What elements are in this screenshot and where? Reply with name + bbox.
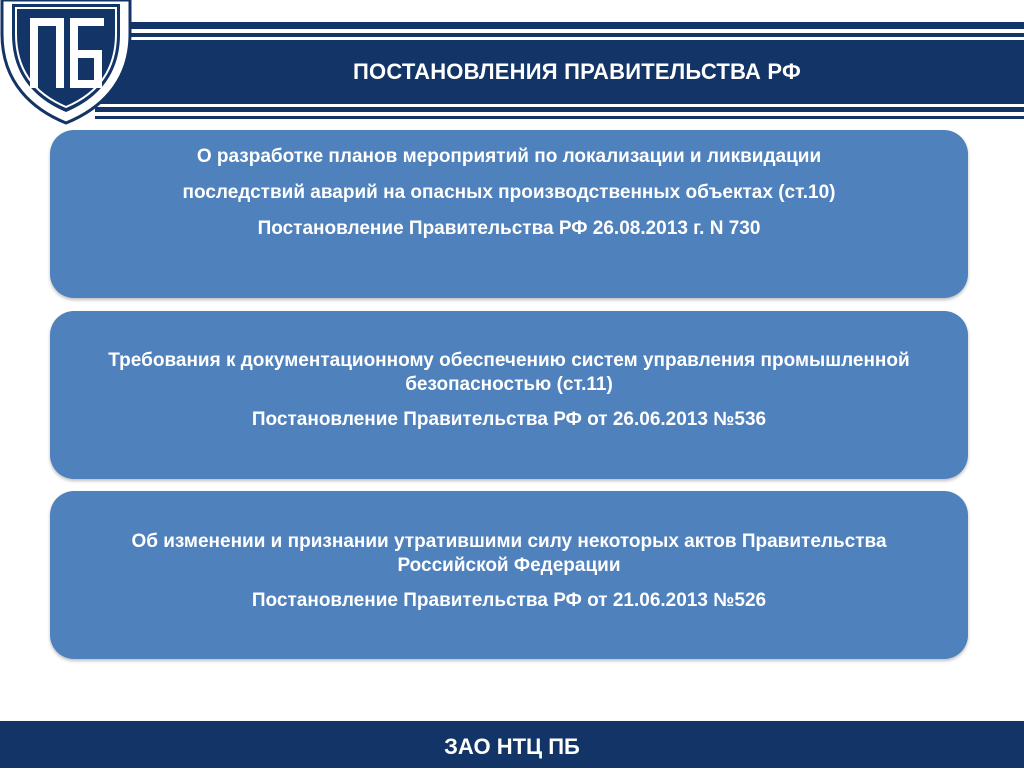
card-line: О разработке планов мероприятий по локализации и ликвидации	[196, 146, 822, 167]
decree-reference: Постановление Правительства РФ 26.08.2013 г. N 730	[257, 218, 761, 239]
pb-shield-logo	[0, 0, 132, 125]
decree-reference: Постановление Правительства РФ от 21.06.2013 №526	[251, 590, 767, 611]
card-title: Требования к документационному обеспечению систем управления промышленной безопасностью (ст.11)	[108, 350, 910, 395]
footer	[0, 721, 1024, 768]
company-name: ЗАО НТЦ ПБ	[444, 734, 580, 759]
card-line: последствий аварий на опасных производственных объектах (ст.10)	[182, 182, 836, 203]
header-stripe	[95, 33, 1024, 37]
card-title: Об изменении и признании утратившими силу некоторых актов Правительства Российской Федерации	[131, 531, 887, 576]
header	[0, 0, 1024, 130]
decree-card-536	[50, 311, 968, 479]
decree-reference: Постановление Правительства РФ от 26.06.2013 №536	[251, 409, 767, 430]
header-stripe	[95, 22, 1024, 29]
header-stripe	[95, 107, 1024, 112]
decree-card-526	[50, 491, 968, 659]
header-stripe	[95, 116, 1024, 119]
decree-card-730	[50, 130, 968, 298]
page-title: ПОСТАНОВЛЕНИЯ ПРАВИТЕЛЬСТВА РФ	[353, 59, 801, 84]
